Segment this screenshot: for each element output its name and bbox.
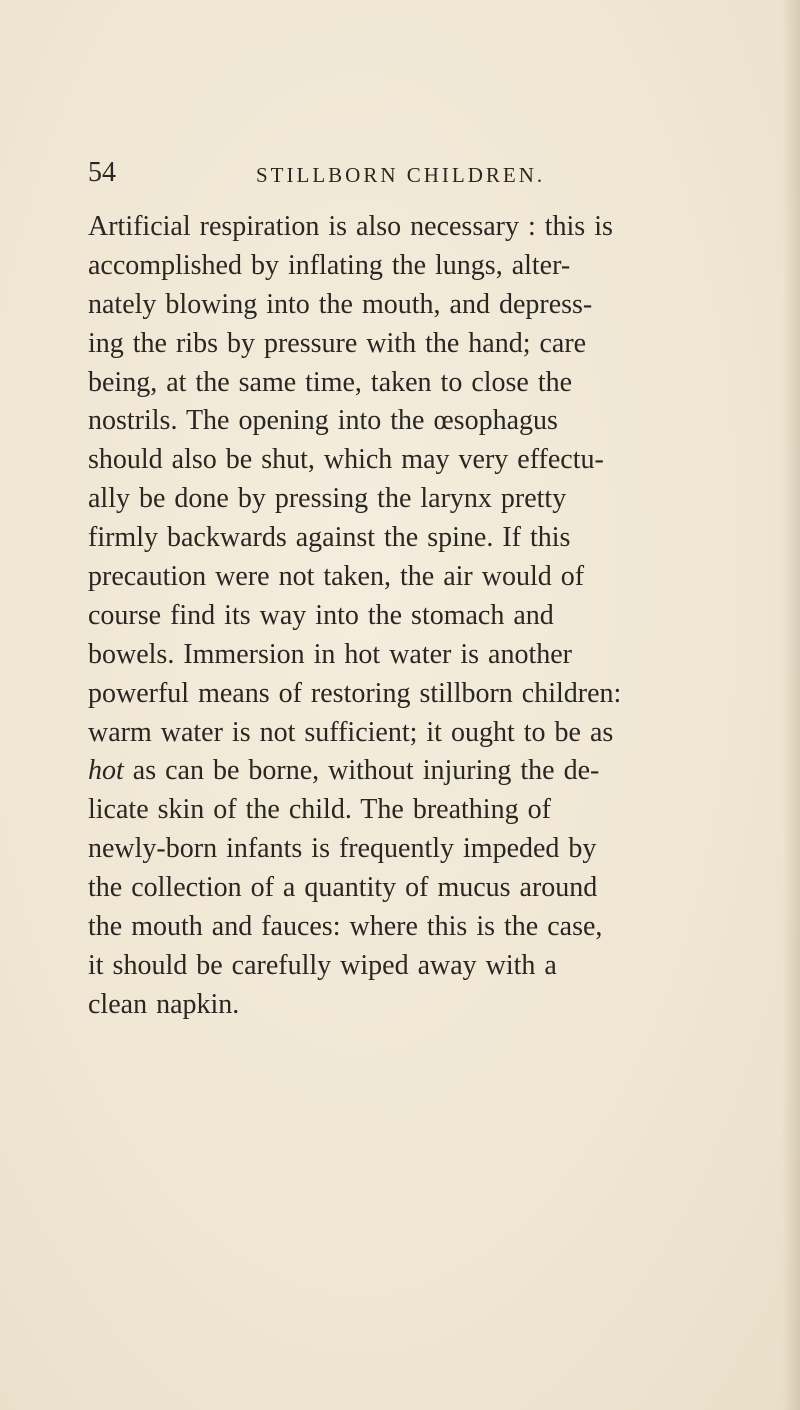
- text-line: ally be done by pressing the larynx pretty: [88, 483, 567, 515]
- text-line-with-italic: [88, 752, 788, 791]
- text-line: accomplished by inflating the lungs, alter-: [88, 249, 571, 281]
- text-line: firmly backwards against the spine. If this: [88, 522, 571, 554]
- text-line: newly-born infants is frequently impeded by: [88, 833, 597, 865]
- text-line: it should be carefully wiped away with a: [88, 949, 557, 981]
- text-line: the collection of a quantity of mucus around: [88, 872, 598, 904]
- page-number: 54: [88, 157, 116, 188]
- text-line: licate skin of the child. The breathing of: [88, 794, 551, 826]
- text-line: course find its way into the stomach and: [88, 599, 554, 631]
- text-line: powerful means of restoring stillborn children:: [88, 677, 622, 709]
- text-line: clean napkin.: [88, 988, 240, 1020]
- italic-word: hot: [88, 755, 124, 787]
- text-line: precaution were not taken, the air would of: [88, 561, 585, 593]
- text-line: nostrils. The opening into the œsophagus: [88, 405, 558, 437]
- text-line: Artificial respiration is also necessary : this is: [88, 211, 613, 242]
- text-line: ing the ribs by pressure with the hand; care: [88, 327, 587, 359]
- text-line: should also be shut, which may very effectu-: [88, 444, 604, 476]
- text-line: being, at the same time, taken to close the: [88, 366, 573, 398]
- text-line: bowels. Immersion in hot water is another: [88, 638, 573, 670]
- text-line: nately blowing into the mouth, and depress-: [88, 288, 593, 320]
- text-line: the mouth and fauces: where this is the case,: [88, 911, 603, 943]
- running-head: [88, 156, 648, 190]
- body-text: [88, 208, 788, 1025]
- text-line-rest: as can be borne, without injuring the de-: [132, 755, 600, 787]
- running-title: STILLBORN CHILDREN.: [256, 163, 546, 187]
- text-line: warm water is not sufficient; it ought to be as: [88, 716, 614, 748]
